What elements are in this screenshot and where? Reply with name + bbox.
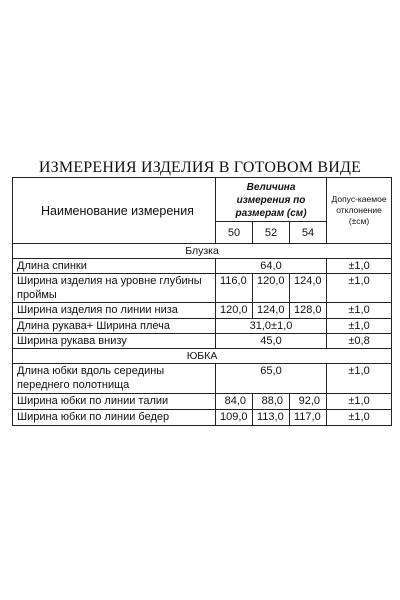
row-name: Длина рукава+ Ширина плеча bbox=[13, 319, 216, 334]
row-value-50: 84,0 bbox=[216, 394, 253, 410]
section-heading: ЮБКА bbox=[13, 349, 392, 364]
row-value-merged: 31,0±1,0 bbox=[216, 319, 327, 334]
row-name: Ширина юбки по линии бедер bbox=[13, 410, 216, 426]
row-value-50: 109,0 bbox=[216, 410, 253, 426]
row-value-merged: 45,0 bbox=[216, 334, 327, 349]
row-value-52: 113,0 bbox=[253, 410, 290, 426]
header-size-52: 52 bbox=[253, 222, 290, 244]
header-size-50: 50 bbox=[216, 222, 253, 244]
header-size-54: 54 bbox=[290, 222, 327, 244]
row-tolerance: ±1,0 bbox=[327, 274, 392, 303]
row-tolerance: ±1,0 bbox=[327, 364, 392, 394]
row-value-52: 120,0 bbox=[253, 274, 290, 303]
row-value-54: 128,0 bbox=[290, 303, 327, 319]
row-value-merged: 64,0 bbox=[216, 259, 327, 274]
row-value-52: 124,0 bbox=[253, 303, 290, 319]
row-tolerance: ±1,0 bbox=[327, 303, 392, 319]
row-value-50: 120,0 bbox=[216, 303, 253, 319]
row-value-54: 124,0 bbox=[290, 274, 327, 303]
row-name: Ширина изделия по линии низа bbox=[13, 303, 216, 319]
page-title: ИЗМЕРЕНИЯ ИЗДЕЛИЯ В ГОТОВОМ ВИДЕ bbox=[38, 159, 362, 176]
row-name: Ширина рукава внизу bbox=[13, 334, 216, 349]
row-value-merged: 65,0 bbox=[216, 364, 327, 394]
row-tolerance: ±1,0 bbox=[327, 410, 392, 426]
row-value-52: 88,0 bbox=[253, 394, 290, 410]
header-tolerance: Допус-каемое отклонение (±см) bbox=[327, 178, 392, 244]
header-measurement-name: Наименование измерения bbox=[13, 178, 216, 244]
row-tolerance: ±0,8 bbox=[327, 334, 392, 349]
measurements-table bbox=[12, 177, 392, 426]
row-name: Ширина изделия на уровне глубины проймы bbox=[13, 274, 216, 303]
row-tolerance: ±1,0 bbox=[327, 259, 392, 274]
row-name: Длина юбки вдоль середины переднего полотнища bbox=[13, 364, 216, 394]
row-name: Длина спинки bbox=[13, 259, 216, 274]
header-sizes-title: Величина измерения по размерам (см) bbox=[216, 178, 327, 222]
section-heading: Блузка bbox=[13, 244, 392, 259]
row-value-54: 117,0 bbox=[290, 410, 327, 426]
row-value-54: 92,0 bbox=[290, 394, 327, 410]
row-value-50: 116,0 bbox=[216, 274, 253, 303]
row-name: Ширина юбки по линии талии bbox=[13, 394, 216, 410]
row-tolerance: ±1,0 bbox=[327, 319, 392, 334]
row-tolerance: ±1,0 bbox=[327, 394, 392, 410]
